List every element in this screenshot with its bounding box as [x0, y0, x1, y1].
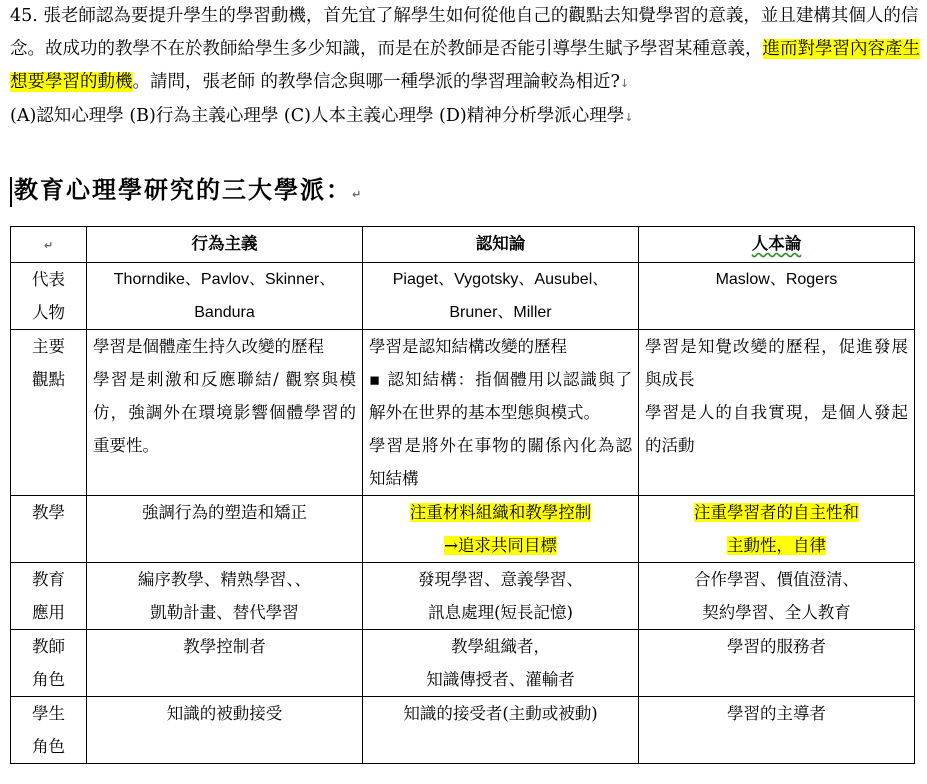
question-text: 45. 張老師認為要提升學生的學習動機，首先宜了解學生如何從他自己的觀點去知覺學習的意義，並且建構其個人的信念。故成功的教學不在於教師給學生多少知識，而是在於教師是否能引導學生賦予學習某種意義， [10, 6, 919, 59]
table-row [11, 697, 915, 764]
table-cell: 學習是個體產生持久改變的歷程 學習是刺激和反應聯結/ 觀察與模仿，強調外在環境影響個體學習的重要性。 [87, 330, 363, 496]
table-cell: 學習是知覺改變的歷程，促進發展與成長 學習是人的自我實現，是個人發起的活動 [639, 330, 915, 496]
table-row [11, 630, 915, 697]
table-row [11, 263, 915, 330]
heading-text: 教育心理學研究的三大學派： [14, 175, 352, 204]
table-header-row [11, 227, 915, 263]
table-cell: Piaget、Vygotsky、Ausubel、Bruner、Miller [363, 263, 639, 330]
question-text-end: 。請問，張老師 的教學信念與哪一種學派的學習理論較為相近? [132, 72, 620, 92]
question-highlight: 進而對學習內容產生想要學習的動機 [10, 39, 920, 92]
table-cell: Maslow、Rogers [639, 263, 915, 330]
table-cell: 教學控制者 [87, 630, 363, 697]
table-cell: Thorndike、Pavlov、Skinner、Bandura [87, 263, 363, 330]
row-label: 教師 角色 [11, 630, 87, 697]
table-header-cell: 認知論 [363, 227, 639, 263]
cell-mark-icon: ↵ [43, 239, 54, 252]
table-cell: 學習的服務者 [639, 630, 915, 697]
table-header-cell: 行為主義 [87, 227, 363, 263]
table-cell: 學習的主導者 [639, 697, 915, 764]
table-cell: 注重學習者的自主性和 主動性，自律 [639, 496, 915, 563]
table-row [11, 563, 915, 630]
table-cell: 合作學習、價值澄清、 契約學習、全人教育 [639, 563, 915, 630]
table-header-cell [11, 227, 87, 263]
table-header-cell: 人本論 [639, 227, 915, 263]
row-label: 教育 應用 [11, 563, 87, 630]
row-label: 代表 人物 [11, 263, 87, 330]
paragraph-mark-icon: ↓ [624, 111, 634, 124]
table-cell: 知識的接受者(主動或被動) [363, 697, 639, 764]
table-cell: 發現學習、意義學習、 訊息處理(短長記憶) [363, 563, 639, 630]
schools-table [10, 226, 915, 764]
table-cell: 學習是認知結構改變的歷程 ▪ 認知結構：指個體用以認識與了解外在世界的基本型態與模式。 學習是將外在事物的關係內化為認知結構 [363, 330, 639, 496]
question-options: (A)認知心理學 (B)行為主義心理學 (C)人本主義心理學 (D)精神分析學派心理學 [10, 106, 625, 126]
table-cell: 知識的被動接受 [87, 697, 363, 764]
section-heading [10, 170, 363, 215]
row-label: 學生 角色 [11, 697, 87, 764]
text-cursor [10, 177, 12, 207]
table-row [11, 496, 915, 563]
table-cell: 教學組織者， 知識傳授者、灌輸者 [363, 630, 639, 697]
question-block [10, 0, 920, 134]
row-label: 主要 觀點 [11, 330, 87, 496]
table-cell: 強調行為的塑造和矯正 [87, 496, 363, 563]
row-label: 教學 [11, 496, 87, 563]
table-row [11, 330, 915, 496]
paragraph-mark-icon: ↵ [352, 188, 364, 201]
table-cell: 注重材料組織和教學控制 →追求共同目標 [363, 496, 639, 563]
table-cell: 編序教學、精熟學習、、 凱勒計畫、替代學習 [87, 563, 363, 630]
paragraph-mark-icon: ↓ [619, 77, 630, 90]
